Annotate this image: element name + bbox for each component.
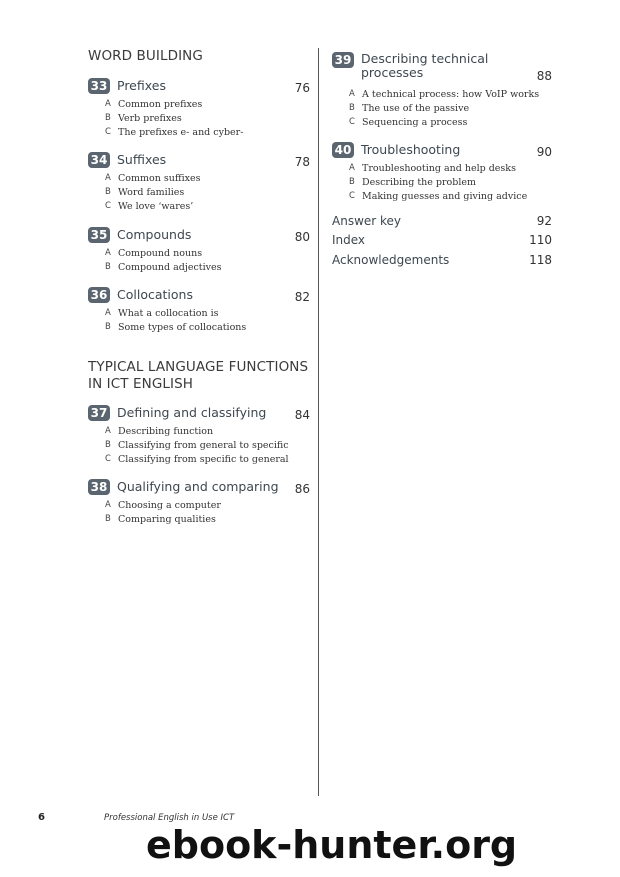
unit-title: Troubleshooting xyxy=(361,142,461,158)
unit-page-number: 90 xyxy=(536,145,552,160)
unit-title xyxy=(361,52,511,80)
section-title-language-functions xyxy=(88,359,310,393)
unit-number-badge: 35 xyxy=(88,227,110,243)
back-matter-answer-key[interactable]: Answer key 92 xyxy=(332,213,552,228)
sub-item: A Describing function xyxy=(105,425,214,437)
unit-title: Compounds xyxy=(117,226,192,242)
unit-number-badge: 33 xyxy=(88,78,110,94)
unit-title: Defining and classifying xyxy=(117,404,267,420)
sub-item: C The prefixes e- and cyber- xyxy=(105,126,244,138)
unit-page-number: 82 xyxy=(294,290,310,305)
back-matter-acknowledgements[interactable]: Acknowledgements 118 xyxy=(332,252,552,267)
unit-page-number: 78 xyxy=(294,155,310,170)
right-column xyxy=(332,52,552,272)
unit-number-badge: 34 xyxy=(88,152,110,168)
unit-33[interactable] xyxy=(88,78,310,139)
sub-item: C Sequencing a process xyxy=(349,116,468,128)
sub-item: C We love ‘wares’ xyxy=(105,200,194,212)
sub-item: A Troubleshooting and help desks xyxy=(349,163,516,175)
footer-book-title: Professional English in Use ICT xyxy=(104,813,235,823)
unit-title-line: Describing technical xyxy=(361,51,489,66)
page-number: 6 xyxy=(38,812,45,823)
sub-item: C Making guesses and giving advice xyxy=(349,190,528,202)
unit-number-badge: 36 xyxy=(88,287,110,303)
unit-40[interactable] xyxy=(332,142,552,203)
unit-number-badge: 39 xyxy=(332,52,354,68)
watermark: ebook-hunter.org xyxy=(146,823,518,867)
sub-item: C Classifying from specific to general xyxy=(105,453,289,465)
section-title-word-building: WORD BUILDING xyxy=(88,48,203,64)
unit-35[interactable] xyxy=(88,227,310,275)
unit-page-number: 86 xyxy=(294,482,310,497)
unit-34[interactable] xyxy=(88,152,310,213)
sub-item: A Common suffixes xyxy=(105,173,201,185)
sub-item: B Verb prefixes xyxy=(105,112,182,124)
unit-title: Prefixes xyxy=(117,78,166,93)
sub-item: B Word families xyxy=(105,187,185,199)
sub-item: B Some types of collocations xyxy=(105,322,247,334)
sub-item: B The use of the passive xyxy=(349,102,470,114)
unit-title: Suffixes xyxy=(117,152,167,168)
sub-item: A Compound nouns xyxy=(105,247,203,259)
unit-page-number: 84 xyxy=(294,407,310,422)
unit-title: Qualifying and comparing xyxy=(117,479,279,495)
unit-page-number: 80 xyxy=(294,229,310,244)
back-matter-index[interactable]: Index 110 xyxy=(332,233,552,248)
left-column xyxy=(88,48,310,527)
sub-item: A Choosing a computer xyxy=(105,500,221,512)
unit-title-line: processes xyxy=(361,65,424,80)
sub-item: B Classifying from general to specific xyxy=(105,439,289,451)
unit-number-badge: 40 xyxy=(332,142,354,158)
section-title-line: TYPICAL LANGUAGE FUNCTIONS xyxy=(88,358,309,375)
unit-page-number: 88 xyxy=(536,69,552,83)
unit-38[interactable] xyxy=(88,479,310,527)
unit-number-badge: 37 xyxy=(88,405,110,421)
sub-item: A Common prefixes xyxy=(105,99,203,110)
sub-item: B Comparing qualities xyxy=(105,514,216,526)
section-title-line: IN ICT ENGLISH xyxy=(88,375,194,392)
unit-title: Collocations xyxy=(117,287,193,303)
sub-item: B Compound adjectives xyxy=(105,261,222,273)
unit-37[interactable] xyxy=(88,405,310,466)
unit-page-number: 76 xyxy=(294,81,310,95)
back-matter xyxy=(332,214,552,273)
unit-number-badge: 38 xyxy=(88,479,110,495)
sub-item: B Describing the problem xyxy=(349,177,477,189)
sub-item: A What a collocation is xyxy=(105,308,219,320)
sub-item: A A technical process: how VoIP works xyxy=(349,89,540,100)
unit-36[interactable] xyxy=(88,287,310,335)
column-divider xyxy=(318,48,319,796)
unit-39[interactable] xyxy=(332,52,552,129)
